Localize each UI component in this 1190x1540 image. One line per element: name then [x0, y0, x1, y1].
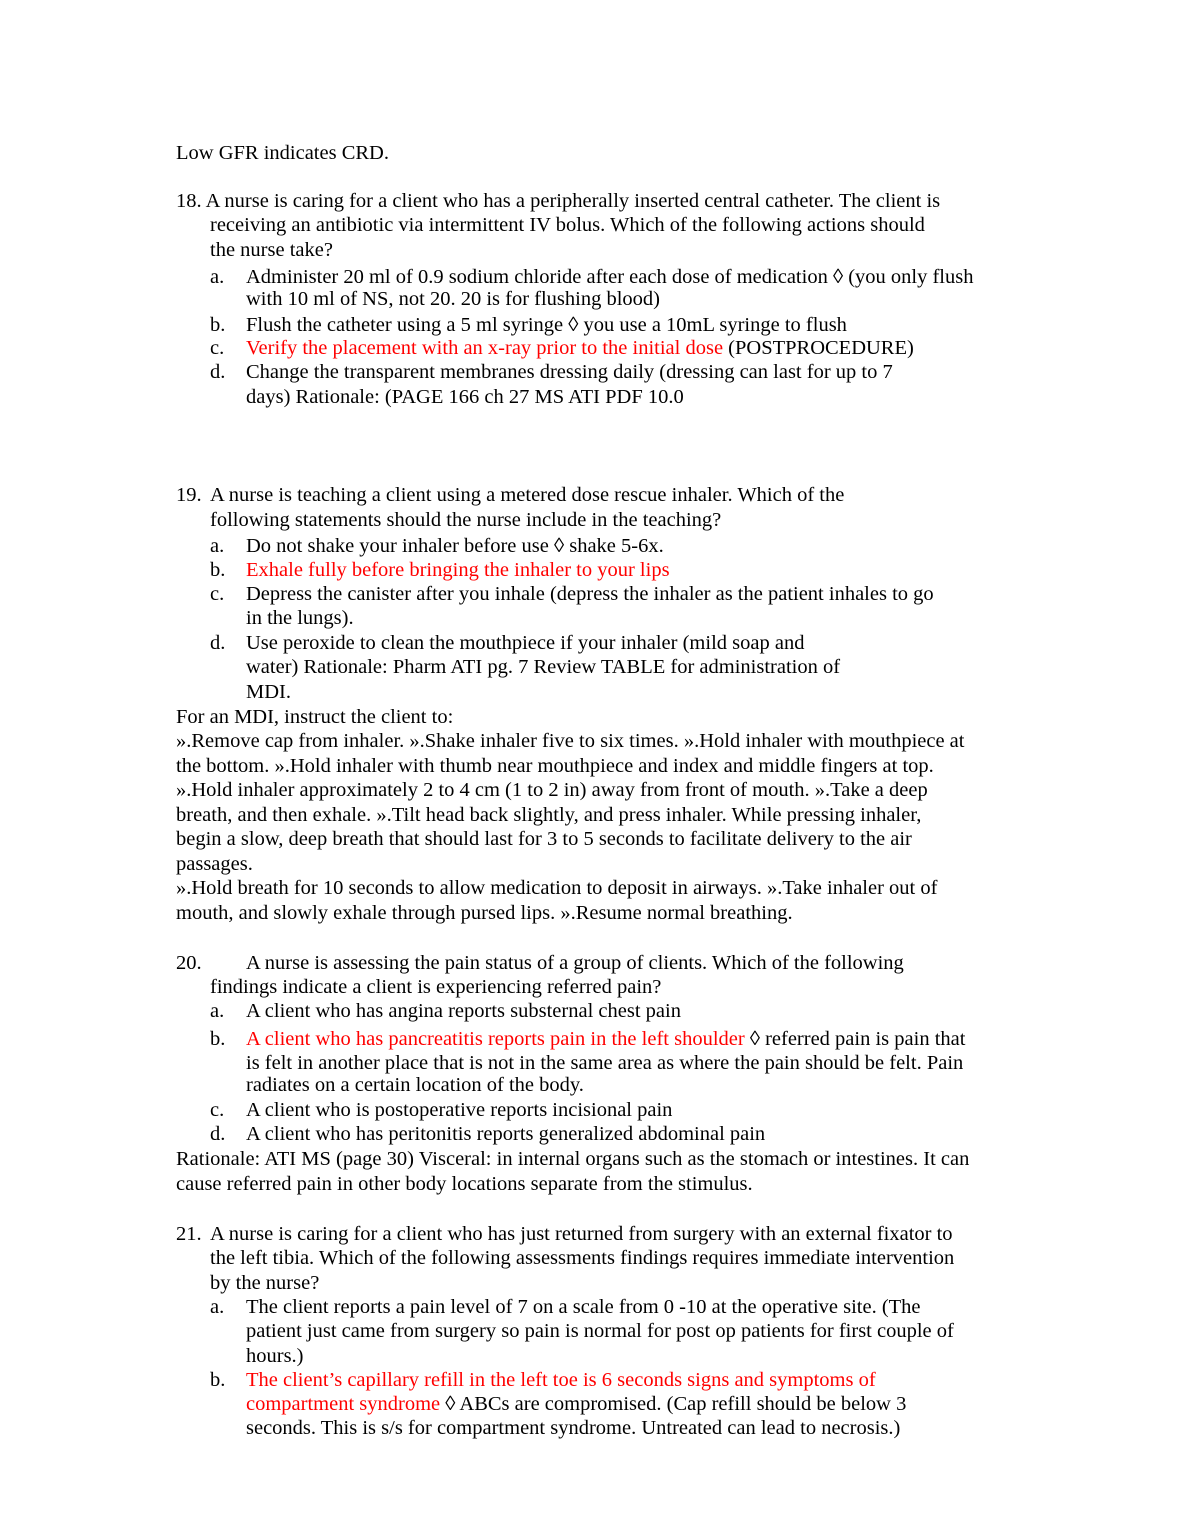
q21-option-b-answer-2: compartment syndrome [246, 1393, 441, 1415]
q18-option-a-line-1: Administer 20 ml of 0.9 sodium chloride after each dose of medication ◊ (you only flush [246, 266, 974, 288]
q19-rationale-line-2: ».Remove cap from inhaler. ».Shake inhaler five to six times. ».Hold inhaler with mouthpiece at [176, 730, 965, 752]
q18-stem-line-3: the nurse take? [210, 239, 333, 261]
q18-option-d-line-1: Change the transparent membranes dressing daily (dressing can last for up to 7 [246, 361, 893, 383]
q18-option-c-answer: Verify the placement with an x-ray prior to the initial dose [246, 337, 724, 359]
q20-stem-line-1: A nurse is assessing the pain status of a group of clients. Which of the following [246, 952, 904, 974]
q20-option-b-line-2: is felt in another place that is not in the same area as where the pain should be felt. Pain [246, 1052, 964, 1074]
q18-stem-line-2: receiving an antibiotic via intermittent IV bolus. Which of the following actions should [210, 214, 925, 236]
q18-option-a-letter: a. [210, 266, 225, 288]
q19-rationale-line-4: ».Hold inhaler approximately 2 to 4 cm (1 to 2 in) away from front of mouth. ».Take a deep [176, 779, 928, 801]
q19-number: 19. [176, 484, 202, 506]
q20-stem-line-2: findings indicate a client is experiencing referred pain? [210, 976, 662, 998]
q19-option-c-line-1: Depress the canister after you inhale (depress the inhaler as the patient inhales to go [246, 583, 934, 605]
q20-option-a-letter: a. [210, 1000, 225, 1022]
q21-stem-line-3: by the nurse? [210, 1272, 320, 1294]
q21-option-b-line-2 [246, 1392, 906, 1416]
q20-option-c-letter: c. [210, 1099, 225, 1121]
q20-option-d-letter: d. [210, 1123, 226, 1145]
q18-stem-line-1: 18. A nurse is caring for a client who has a peripherally inserted central catheter. The client is [176, 190, 941, 212]
q19-option-d-line-2: water) Rationale: Pharm ATI pg. 7 Review TABLE for administration of [246, 656, 841, 678]
q20-option-b-line-3: radiates on a certain location of the body. [246, 1074, 584, 1096]
q20-rationale-line-2: cause referred pain in other body locations separate from the stimulus. [176, 1173, 753, 1195]
q18-option-b-letter: b. [210, 314, 226, 336]
q19-option-c-line-2: in the lungs). [246, 607, 354, 629]
q18-option-c [246, 336, 914, 360]
q19-rationale-line-6: begin a slow, deep breath that should last for 3 to 5 seconds to facilitate delivery to the air [176, 828, 912, 850]
q18-option-b-line-1: Flush the catheter using a 5 ml syringe ◊ you use a 10mL syringe to flush [246, 314, 847, 336]
q21-number: 21. [176, 1223, 202, 1245]
q20-number: 20. [176, 952, 202, 974]
q18-option-d-letter: d. [210, 361, 226, 383]
q19-rationale-line-8: ».Hold breath for 10 seconds to allow medication to deposit in airways. ».Take inhaler out of [176, 877, 938, 899]
q21-option-b-line-3: seconds. This is s/s for compartment syndrome. Untreated can lead to necrosis.) [246, 1417, 901, 1439]
q20-option-c-line-1: A client who is postoperative reports incisional pain [246, 1099, 673, 1121]
q19-option-d-letter: d. [210, 632, 226, 654]
q19-option-b-answer: Exhale fully before bringing the inhaler to your lips [246, 559, 670, 581]
q18-option-a-line-2: with 10 ml of NS, not 20. 20 is for flushing blood) [246, 288, 660, 310]
q19-option-d-line-3: MDI. [246, 681, 291, 703]
q21-option-a-line-3: hours.) [246, 1345, 304, 1367]
q19-stem-line-1: A nurse is teaching a client using a metered dose rescue inhaler. Which of the [210, 484, 845, 506]
q20-option-b-letter: b. [210, 1028, 226, 1050]
q20-option-b-note: ◊ referred pain is pain that [744, 1028, 966, 1050]
q20-option-a-line-1: A client who has angina reports substernal chest pain [246, 1000, 681, 1022]
q19-rationale-line-9: mouth, and slowly exhale through pursed lips. ».Resume normal breathing. [176, 902, 793, 924]
q19-rationale-line-3: the bottom. ».Hold inhaler with thumb near mouthpiece and index and middle fingers at top. [176, 755, 934, 777]
q21-stem-line-1: A nurse is caring for a client who has just returned from surgery with an external fixator to [210, 1223, 953, 1245]
q19-option-b-letter: b. [210, 559, 226, 581]
intro-text: Low GFR indicates CRD. [176, 142, 389, 164]
q19-option-a-letter: a. [210, 535, 225, 557]
q20-option-b-answer: A client who has pancreatitis reports pain in the left shoulder [246, 1028, 745, 1050]
q19-rationale-line-7: passages. [176, 853, 253, 875]
q21-option-a-letter: a. [210, 1296, 225, 1318]
q20-option-b [246, 1027, 965, 1051]
q20-option-d-line-1: A client who has peritonitis reports generalized abdominal pain [246, 1123, 766, 1145]
q21-option-b-letter: b. [210, 1369, 226, 1391]
q21-option-b-note: ◊ ABCs are compromised. (Cap refill should be below 3 [440, 1393, 907, 1415]
q21-option-b-answer: The client’s capillary refill in the left toe is 6 seconds signs and symptoms of [246, 1369, 876, 1391]
q18-option-c-letter: c. [210, 337, 225, 359]
q21-stem-line-2: the left tibia. Which of the following assessments findings requires immediate intervention [210, 1247, 955, 1269]
q18-option-d-line-2: days) Rationale: (PAGE 166 ch 27 MS ATI PDF 10.0 [246, 386, 684, 408]
q19-option-a-line-1: Do not shake your inhaler before use ◊ shake 5-6x. [246, 535, 664, 557]
q18-option-c-note: (POSTPROCEDURE) [723, 337, 914, 359]
q20-rationale-line-1: Rationale: ATI MS (page 30) Visceral: in internal organs such as the stomach or intestines. It can [176, 1148, 970, 1170]
q19-rationale-line-1: For an MDI, instruct the client to: [176, 706, 454, 728]
q19-option-d-line-1: Use peroxide to clean the mouthpiece if your inhaler (mild soap and [246, 632, 805, 654]
q19-stem-line-2: following statements should the nurse include in the teaching? [210, 509, 722, 531]
q21-option-a-line-1: The client reports a pain level of 7 on a scale from 0 -10 at the operative site. (The [246, 1296, 921, 1318]
q19-rationale-line-5: breath, and then exhale. ».Tilt head back slightly, and press inhaler. While pressing inhaler, [176, 804, 922, 826]
q19-option-c-letter: c. [210, 583, 225, 605]
q21-option-a-line-2: patient just came from surgery so pain is normal for post op patients for first couple of [246, 1320, 954, 1342]
